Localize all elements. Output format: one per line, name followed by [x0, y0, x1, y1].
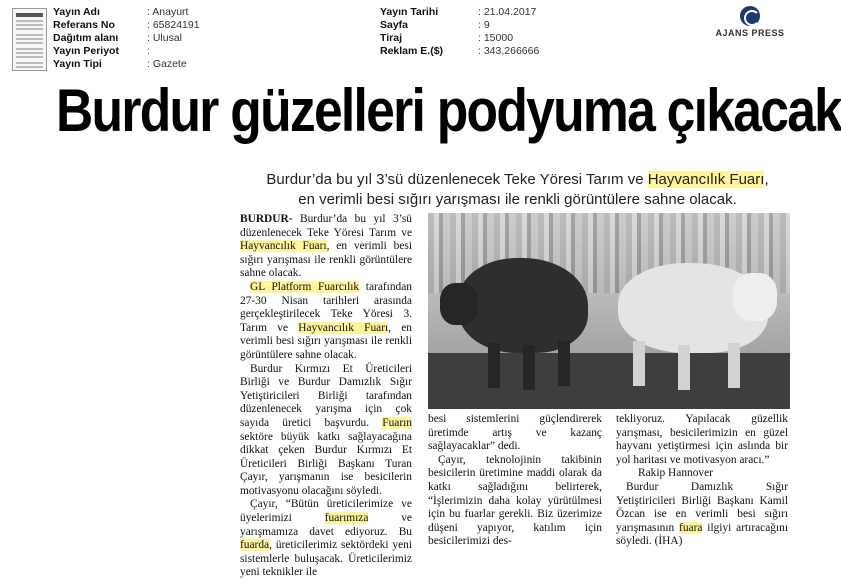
- logo-text: AJANS PRESS: [715, 28, 785, 38]
- highlighted-keyword: Hayvancılık Fuarı: [647, 171, 765, 188]
- meta-value: : Ulusal: [147, 32, 183, 44]
- article-column-3: [616, 413, 788, 549]
- lead-text: en verimli besi sığırı yarışması ile renkli görüntülere sahne olacak.: [298, 191, 737, 208]
- meta-value: : 65824191: [147, 19, 200, 31]
- article-paragraph: Çayır, teknolojinin takibinin besicilerin üretimine maddi olarak da katkı sağladığını belirterek, “İşlerimizin daha kolay yürütülmesi için bu fuarlar gerekli. Biz üzerimize düşeni yapıyor, katılım için besicilerimizi des-: [428, 453, 602, 548]
- article-paragraph: [240, 281, 412, 363]
- headline: Burdur güzelleri podyuma çıkacak: [56, 77, 841, 144]
- lead-text: ,: [764, 171, 769, 188]
- article-paragraph: [240, 213, 412, 281]
- article-paragraph: [240, 498, 412, 580]
- dark-bull-leg: [488, 343, 500, 388]
- meta-row: [53, 19, 200, 32]
- lead-paragraph: [240, 170, 795, 210]
- article-text: Burdur’da bu yıl 3’sü düzenlenecek Teke Yöresi Tarım ve: [240, 213, 412, 239]
- publication-meta-right: [380, 6, 539, 58]
- meta-value: : 343,266666: [478, 45, 540, 57]
- meta-row: [53, 58, 200, 71]
- article-paragraph: tekliyoruz. Yapılacak güzellik yarışması, besicilerimizin en güzel hayvanı yetiştirmesi için aslında bir yol haritası ve motivasyon aracı.”: [616, 413, 788, 466]
- highlighted-keyword: fuarda: [240, 539, 270, 552]
- highlighted-keyword: fuarımıza: [324, 512, 369, 525]
- article-paragraph: besi sistemlerini güçlendirerek üretimde artış ve kazanç sağlayacaklar” dedi.: [428, 413, 602, 453]
- article-text: ve yarışmamıza davet ediyoruz. Bu: [240, 512, 412, 538]
- dark-bull-leg: [558, 341, 570, 386]
- meta-label: Yayın Tipi: [53, 58, 102, 70]
- light-bull-leg: [633, 341, 645, 386]
- meta-label: Referans No: [53, 19, 115, 31]
- article-text: Çayır, “Bütün üreticilerimize ve üyelerimizi: [240, 498, 412, 525]
- article-column-2: [428, 413, 602, 549]
- meta-value: : 21.04.2017: [478, 6, 537, 18]
- publication-meta-left: [53, 6, 200, 71]
- highlighted-keyword: Hayvancılık Fuarı: [298, 321, 389, 334]
- meta-row: [380, 6, 539, 19]
- meta-label: Reklam E.($): [380, 45, 444, 57]
- article-column-1: [240, 213, 412, 580]
- ajans-press-logo-icon: [740, 6, 760, 26]
- lead-text: Burdur’da bu yıl 3’sü düzenlenecek Teke Yöresi Tarım ve: [266, 171, 648, 188]
- highlighted-keyword: Fuarın: [382, 416, 412, 429]
- meta-label: Yayın Adı: [53, 6, 100, 18]
- highlighted-keyword: GL Platform Fuarcılık: [250, 280, 360, 293]
- article-text: Burdur Damızlık Sığır Yetiştiricileri Birliği Başkanı Kamil Özcan ise en verimli besi sığırı yarışmasının: [616, 480, 788, 534]
- article-text: Burdur Kırmızı Et Üreticileri Birliği ve Burdur Damızlık Sığır Yetiştiricileri Birliği tarafından düzenlenecek yarışma için çok sayıda üretici başvurdu.: [240, 362, 412, 429]
- article-text: , en verimli besi sığırı yarışması ile renkli görüntülere sahne olacak.: [240, 321, 412, 361]
- article-text: sektöre büyük katkı sağlayacağına dikkat çeken Burdur Kırmızı Et Üreticileri Birliği Başkanı Turan Çayır, yarışmanın ise besicilerin motivasyonu olacağını söyledi.: [240, 430, 412, 497]
- article-paragraph: [616, 481, 788, 549]
- meta-value: : Anayurt: [147, 6, 189, 18]
- dark-bull-head: [440, 283, 478, 325]
- page-thumbnail: [12, 8, 47, 71]
- article-text: , en verimli besi sığırı yarışması ile renkli görüntülere sahne olacak.: [240, 240, 413, 280]
- meta-label: Yayın Tarihi: [380, 6, 439, 18]
- meta-value: : 15000: [478, 32, 514, 44]
- meta-label: Sayfa: [380, 19, 409, 31]
- article-text: ilgiyi artıracağını söyledi. (İHA): [616, 521, 789, 548]
- meta-value: : 9: [478, 19, 490, 31]
- light-bull-leg: [728, 343, 740, 388]
- subheading: Rakip Hannover: [638, 467, 713, 480]
- meta-row: [380, 45, 539, 58]
- ajans-press-logo: [705, 6, 795, 38]
- cattle-photo: [428, 213, 790, 409]
- meta-row: [380, 19, 539, 32]
- article-text: , üreticilerimiz sektördeki yeni sistemlerle buluşacak. Üreticilerimiz yeni teknikler ile: [240, 539, 412, 579]
- meta-value: :: [147, 45, 150, 57]
- meta-row: [380, 32, 539, 45]
- meta-label: Tiraj: [380, 32, 402, 44]
- highlighted-keyword: fuara: [679, 521, 703, 534]
- article-text: tarafından 27-30 Nisan tarihleri arasında gerçekleştirilecek Teke Yöresi 3. Tarım ve: [240, 280, 412, 334]
- highlighted-keyword: Hayvancılık Fuarı: [240, 240, 327, 253]
- dark-bull-leg: [523, 345, 535, 390]
- meta-row: [53, 45, 200, 58]
- light-bull-head: [733, 273, 777, 321]
- article-paragraph: [240, 363, 412, 499]
- meta-value: : Gazete: [147, 58, 187, 70]
- light-bull-leg: [678, 345, 690, 390]
- meta-label: Dağıtım alanı: [53, 32, 119, 44]
- dateline: BURDUR-: [240, 213, 293, 225]
- meta-label: Yayın Periyot: [53, 45, 119, 57]
- meta-row: [53, 32, 200, 45]
- meta-row: [53, 6, 200, 19]
